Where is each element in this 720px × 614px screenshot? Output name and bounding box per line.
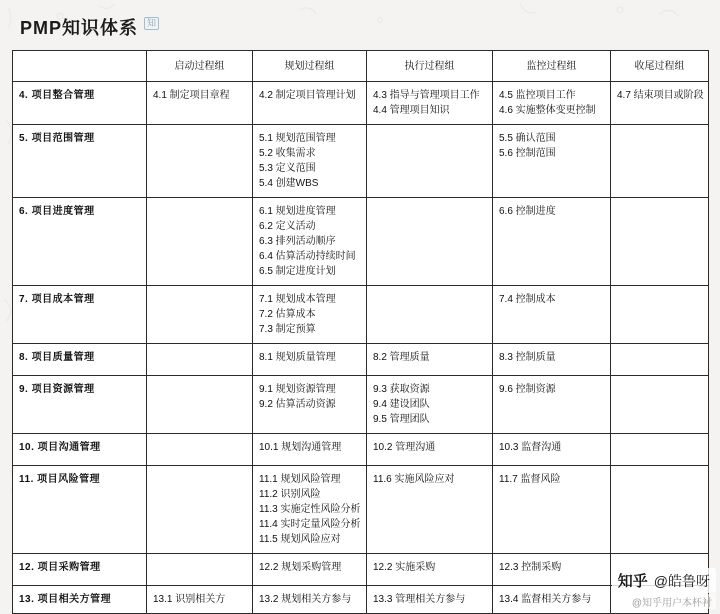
cell-executing	[367, 198, 493, 286]
process-item: 4.1 制定项目章程	[153, 90, 230, 101]
table-row	[13, 198, 709, 286]
process-item: 7.1 规划成本管理	[259, 294, 336, 305]
cell-planning	[253, 434, 367, 466]
table-row	[13, 434, 709, 466]
process-item: 11.4 实时定量风险分析	[259, 519, 361, 530]
cell-closing	[611, 554, 709, 586]
process-item: 6.5 制定进度计划	[259, 266, 336, 277]
cell-executing	[367, 466, 493, 554]
cell-initiating	[147, 344, 253, 376]
knowledge-area-label: 6. 项目进度管理	[13, 198, 147, 286]
process-item: 10.1 规划沟通管理	[259, 442, 342, 453]
process-item: 11.7 监督风险	[499, 474, 561, 485]
cell-monitoring	[493, 82, 611, 125]
cell-initiating	[147, 125, 253, 198]
table-row	[13, 344, 709, 376]
cell-executing	[367, 554, 493, 586]
watermark-subtext: @知乎用户本杯衬	[628, 594, 716, 609]
knowledge-area-label: 11. 项目风险管理	[13, 466, 147, 554]
cell-executing	[367, 125, 493, 198]
cell-initiating	[147, 198, 253, 286]
process-item: 5.5 确认范围	[499, 133, 556, 144]
column-header-area	[13, 51, 147, 82]
process-item: 4.7 结束项目或阶段	[617, 90, 704, 101]
process-item: 13.4 监督相关方参与	[499, 594, 592, 605]
cell-initiating	[147, 554, 253, 586]
cell-planning	[253, 82, 367, 125]
process-item: 6.3 排列活动顺序	[259, 236, 336, 247]
cell-closing	[611, 82, 709, 125]
process-item: 9.3 获取资源	[373, 384, 430, 395]
process-item: 4.5 监控项目工作	[499, 90, 576, 101]
table-row	[13, 376, 709, 434]
cell-monitoring	[493, 466, 611, 554]
knowledge-area-label: 10. 项目沟通管理	[13, 434, 147, 466]
process-item: 10.2 管理沟通	[373, 442, 436, 453]
cell-executing	[367, 586, 493, 614]
process-item: 9.2 估算活动资源	[259, 399, 336, 410]
cell-initiating	[147, 586, 253, 614]
process-item: 11.5 规划风险应对	[259, 534, 341, 545]
column-header-monitoring: 监控过程组	[493, 51, 611, 82]
cell-closing	[611, 376, 709, 434]
process-item: 4.6 实施整体变更控制	[499, 105, 596, 116]
process-item: 7.3 制定预算	[259, 324, 316, 335]
cell-planning	[253, 376, 367, 434]
cell-planning	[253, 286, 367, 344]
process-item: 5.3 定义范围	[259, 163, 316, 174]
zhihu-logo: 知乎	[617, 573, 648, 590]
process-item: 12.2 实施采购	[373, 562, 436, 573]
cell-monitoring	[493, 554, 611, 586]
cell-closing	[611, 466, 709, 554]
cell-monitoring	[493, 586, 611, 614]
cell-executing	[367, 82, 493, 125]
column-header-executing: 执行过程组	[367, 51, 493, 82]
table-row	[13, 82, 709, 125]
table-row	[13, 286, 709, 344]
knowledge-area-label: 9. 项目资源管理	[13, 376, 147, 434]
process-item: 9.6 控制资源	[499, 384, 556, 395]
cell-executing	[367, 344, 493, 376]
knowledge-area-label: 7. 项目成本管理	[13, 286, 147, 344]
title-badge: 知	[144, 17, 159, 30]
process-item: 5.4 创建WBS	[259, 178, 319, 189]
process-item: 12.2 规划采购管理	[259, 562, 342, 573]
knowledge-area-label: 5. 项目范围管理	[13, 125, 147, 198]
cell-initiating	[147, 376, 253, 434]
cell-initiating	[147, 82, 253, 125]
process-item: 11.3 实施定性风险分析	[259, 504, 361, 515]
process-item: 12.3 控制采购	[499, 562, 562, 573]
process-item: 11.2 识别风险	[259, 489, 321, 500]
knowledge-area-label: 8. 项目质量管理	[13, 344, 147, 376]
cell-closing	[611, 125, 709, 198]
cell-closing	[611, 344, 709, 376]
process-item: 9.1 规划资源管理	[259, 384, 336, 395]
process-group-table	[12, 50, 709, 614]
process-item: 10.3 监督沟通	[499, 442, 562, 453]
column-header-planning: 规划过程组	[253, 51, 367, 82]
knowledge-area-label: 13. 项目相关方管理	[13, 586, 147, 614]
column-header-initiating: 启动过程组	[147, 51, 253, 82]
cell-monitoring	[493, 344, 611, 376]
process-item: 8.1 规划质量管理	[259, 352, 336, 363]
table-row	[13, 125, 709, 198]
process-item: 6.1 规划进度管理	[259, 206, 336, 217]
cell-monitoring	[493, 376, 611, 434]
cell-monitoring	[493, 198, 611, 286]
knowledge-matrix	[12, 50, 708, 614]
process-item: 5.1 规划范围管理	[259, 133, 336, 144]
cell-planning	[253, 125, 367, 198]
process-item: 8.2 管理质量	[373, 352, 430, 363]
process-item: 9.5 管理团队	[373, 414, 430, 425]
table-header-row	[13, 51, 709, 82]
cell-initiating	[147, 286, 253, 344]
cell-planning	[253, 344, 367, 376]
column-header-closing: 收尾过程组	[611, 51, 709, 82]
cell-closing	[611, 198, 709, 286]
cell-initiating	[147, 466, 253, 554]
process-item: 11.1 规划风险管理	[259, 474, 341, 485]
table-row	[13, 586, 709, 614]
cell-closing	[611, 434, 709, 466]
process-item: 7.4 控制成本	[499, 294, 556, 305]
page-title	[20, 14, 159, 40]
process-item: 5.2 收集需求	[259, 148, 316, 159]
cell-planning	[253, 198, 367, 286]
cell-planning	[253, 466, 367, 554]
cell-executing	[367, 434, 493, 466]
table-body	[13, 82, 709, 614]
process-item: 8.3 控制质量	[499, 352, 556, 363]
cell-initiating	[147, 434, 253, 466]
knowledge-area-label: 4. 项目整合管理	[13, 82, 147, 125]
process-item: 7.2 估算成本	[259, 309, 316, 320]
process-item: 9.4 建设团队	[373, 399, 430, 410]
cell-monitoring	[493, 286, 611, 344]
cell-planning	[253, 554, 367, 586]
table-row	[13, 466, 709, 554]
cell-monitoring	[493, 434, 611, 466]
process-item: 13.2 规划相关方参与	[259, 594, 352, 605]
cell-executing	[367, 286, 493, 344]
process-item: 4.4 管理项目知识	[373, 105, 450, 116]
cell-closing	[611, 286, 709, 344]
page-title-text: PMP知识体系	[20, 18, 139, 38]
cell-planning	[253, 586, 367, 614]
process-item: 6.2 定义活动	[259, 221, 316, 232]
process-item: 11.6 实施风险应对	[373, 474, 455, 485]
knowledge-area-label: 12. 项目采购管理	[13, 554, 147, 586]
cell-executing	[367, 376, 493, 434]
process-item: 6.6 控制进度	[499, 206, 556, 217]
process-item: 5.6 控制范围	[499, 148, 556, 159]
process-item: 4.3 指导与管理项目工作	[373, 90, 480, 101]
cell-closing	[611, 586, 709, 614]
process-item: 4.2 制定项目管理计划	[259, 90, 356, 101]
cell-monitoring	[493, 125, 611, 198]
watermark-username: @皓鲁呀	[653, 572, 710, 589]
process-item: 13.3 管理相关方参与	[373, 594, 466, 605]
process-item: 6.4 估算活动持续时间	[259, 251, 356, 262]
process-item: 13.1 识别相关方	[153, 594, 226, 605]
table-row	[13, 554, 709, 586]
